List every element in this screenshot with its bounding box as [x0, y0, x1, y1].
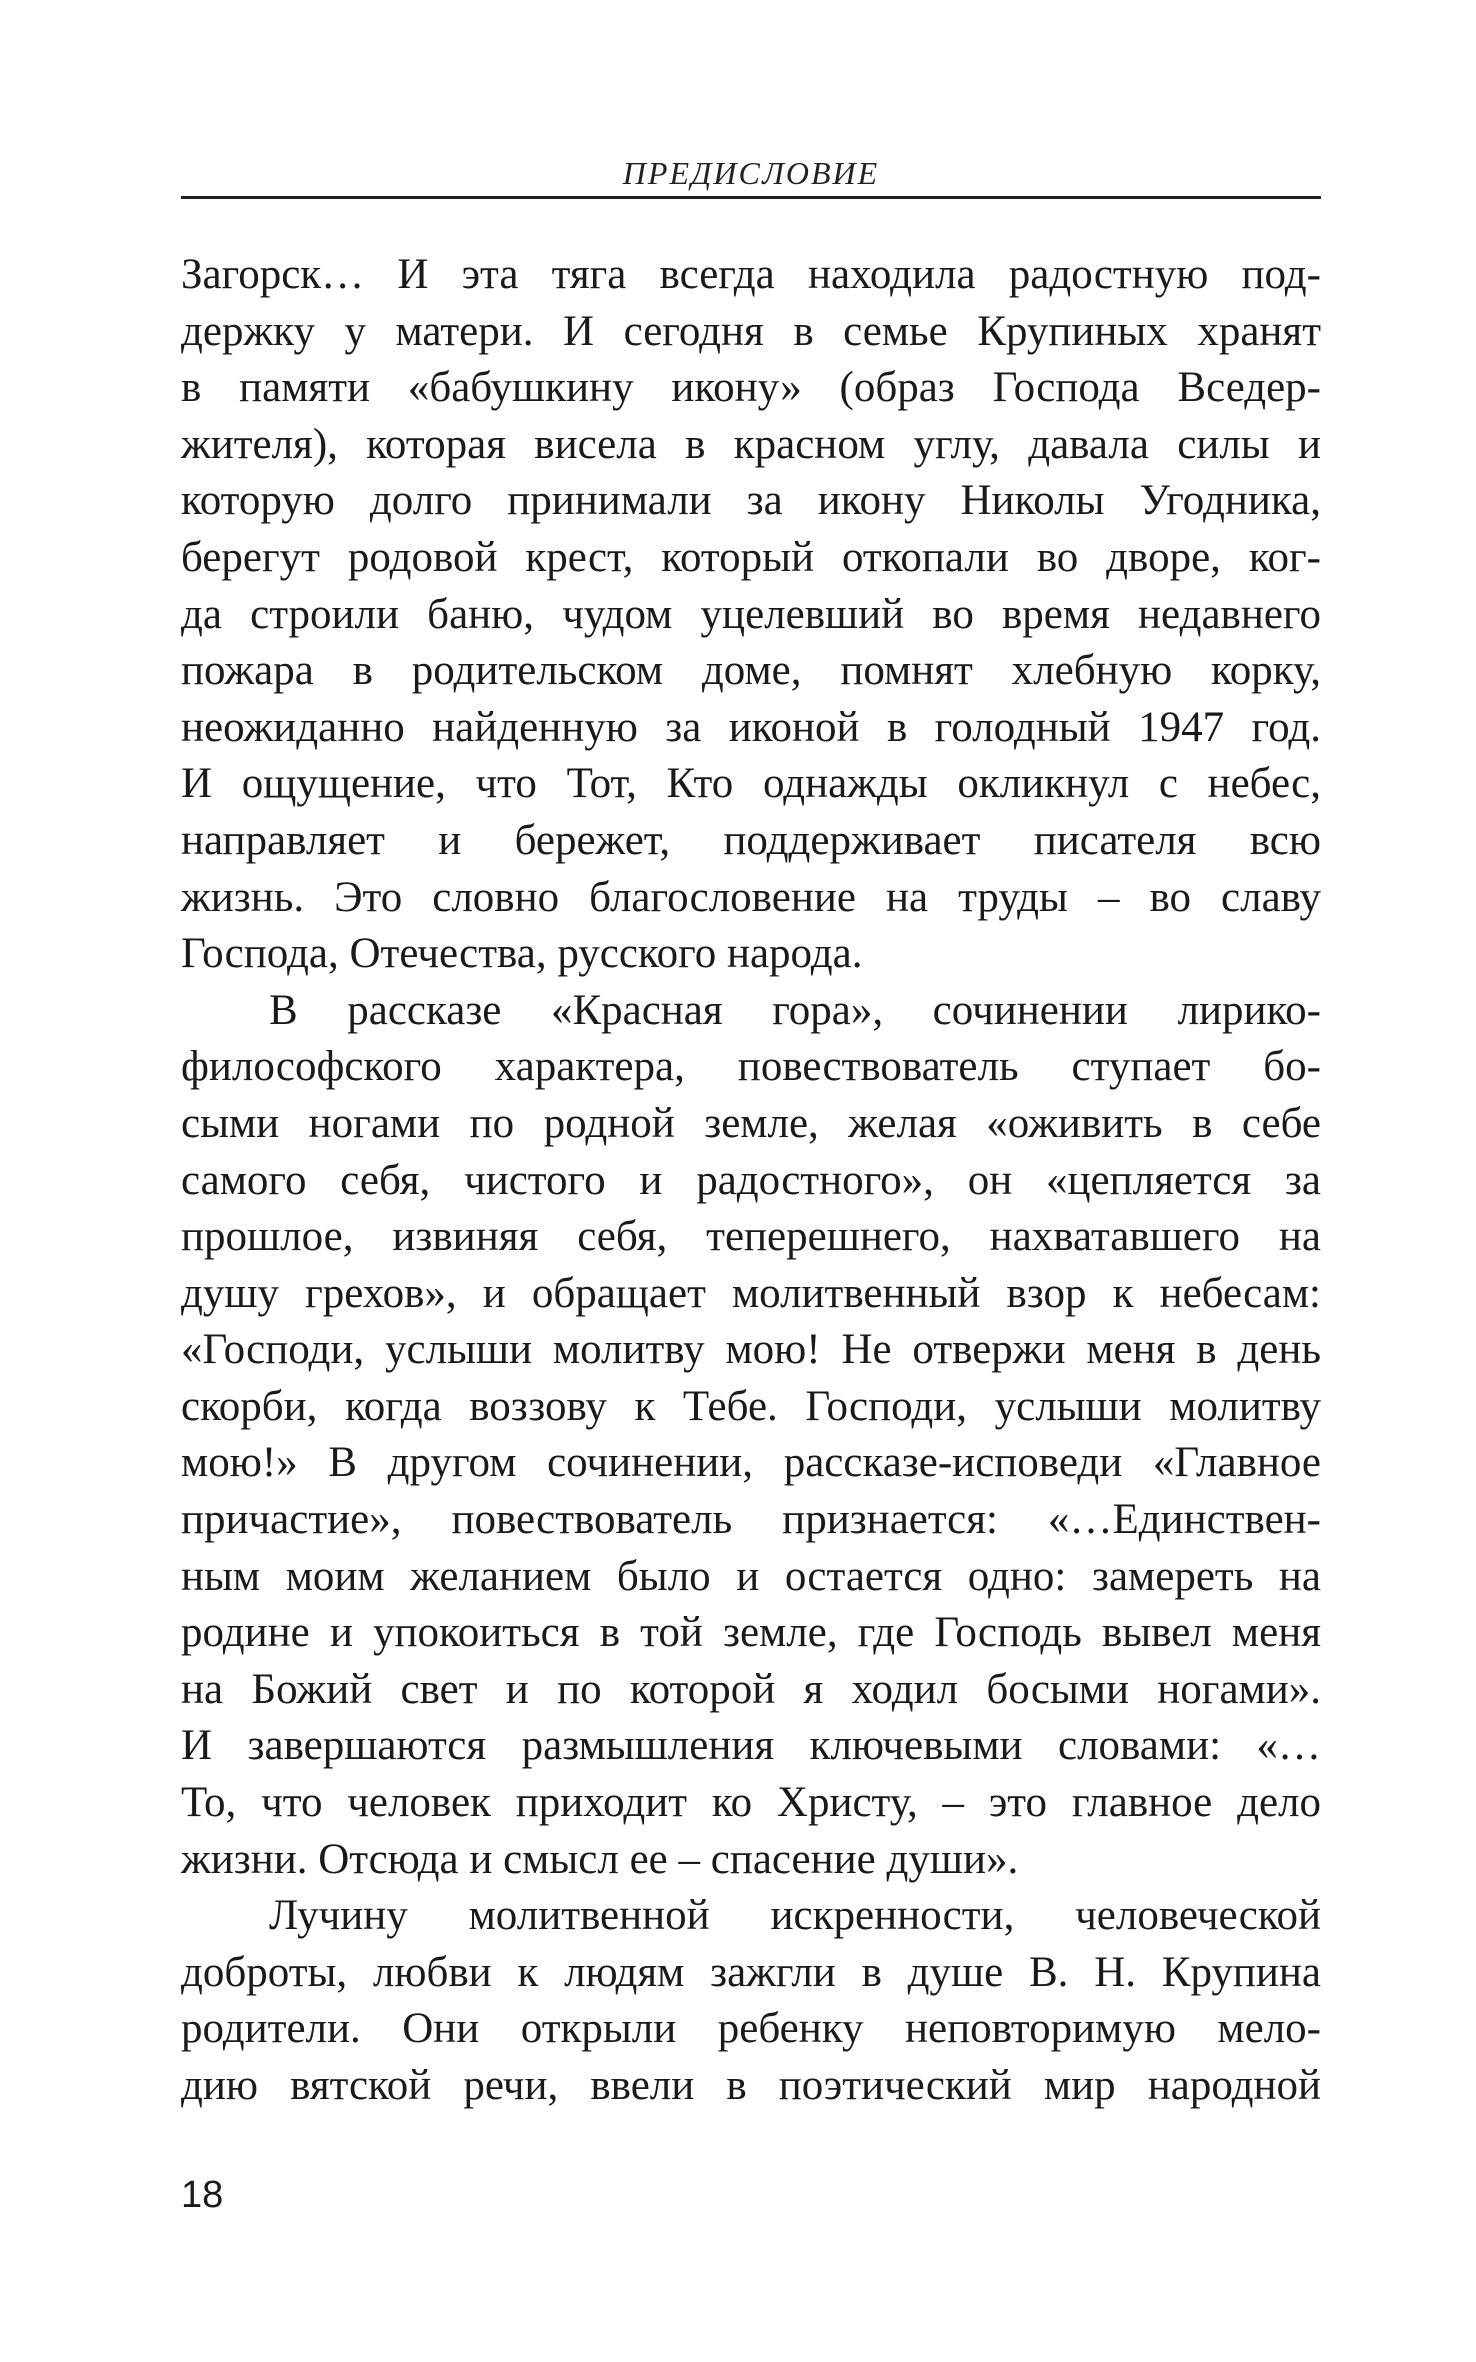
page-number: 18 — [181, 2174, 224, 2216]
text-line: То, что человек приходит ко Христу, – это главное дело — [181, 1779, 1321, 1827]
text-line: В рассказе «Красная гора», сочинении лирико- — [269, 986, 1321, 1034]
running-header — [181, 150, 1321, 199]
text-line: жизнь. Это словно благословение на труды – во славу — [181, 873, 1321, 921]
text-line: дию вятской речи, ввели в поэтический мир народной — [181, 2062, 1321, 2109]
text-line: сыми ногами по родной земле, желая «оживить в себе — [181, 1099, 1321, 1147]
text-line: родители. Они открыли ребенку неповторимую мело- — [181, 2005, 1321, 2053]
header-title: ПРЕДИСЛОВИЕ — [622, 155, 880, 191]
text-line: причастие», повествователь признается: «…Единствен- — [181, 1496, 1321, 1544]
text-line: «Господи, услыши молитву мою! Не отвержи меня в день — [181, 1326, 1321, 1374]
text-line: самого себя, чистого и радостного», он «цепляется за — [181, 1156, 1321, 1204]
text-line: мою!» В другом сочинении, рассказе-исповеди «Главное — [181, 1439, 1321, 1487]
text-line: да строили баню, чудом уцелевший во время недавнего — [181, 590, 1321, 638]
text-line: пожара в родительском доме, помнят хлебную корку, — [181, 647, 1321, 695]
text-line: Лучину молитвенной искренности, человеческой — [269, 1892, 1321, 1940]
text-line: философского характера, повествователь ступает бо- — [181, 1043, 1321, 1091]
text-line: направляет и бережет, поддерживает писателя всю — [181, 816, 1321, 864]
text-line: прошлое, извиняя себя, теперешнего, нахватавшего на — [181, 1213, 1321, 1261]
text-line: скорби, когда воззову к Тебе. Господи, услыши молитву — [181, 1382, 1321, 1430]
text-line: родине и упокоиться в той земле, где Господь вывел меня — [181, 1609, 1321, 1657]
text-line: в памяти «бабушкину икону» (образ Господа Вседер- — [181, 364, 1321, 412]
text-line: И завершаются размышления ключевыми словами: «… — [181, 1722, 1321, 1770]
text-line: жителя), которая висела в красном углу, давала силы и — [181, 420, 1321, 468]
text-line: Господа, Отечества, русского народа. — [181, 930, 863, 978]
text-line: И ощущение, что Тот, Кто однажды окликнул с небес, — [181, 760, 1321, 808]
text-line: душу грехов», и обращает молитвенный взор к небесам: — [181, 1269, 1321, 1317]
text-line: Загорск… И эта тяга всегда находила радостную под- — [181, 251, 1321, 298]
text-line: на Божий свет и по которой я ходил босыми ногами». — [181, 1665, 1321, 1713]
text-line: жизни. Отсюда и смысл ее – спасение души». — [181, 1835, 1019, 1883]
text-line: держку у матери. И сегодня в семье Крупиных хранят — [181, 307, 1321, 355]
text-line: которую долго принимали за икону Николы Угодника, — [181, 477, 1321, 525]
text-line: берегут родовой крест, который откопали во дворе, ког- — [181, 533, 1321, 581]
text-line: ным моим желанием было и остается одно: замереть на — [181, 1552, 1321, 1600]
body-text — [181, 247, 1321, 2115]
text-line: неожиданно найденную за иконой в голодный 1947 год. — [181, 703, 1321, 751]
text-line: доброты, любви к людям зажгли в душе В. Н. Крупина — [181, 1948, 1321, 1996]
